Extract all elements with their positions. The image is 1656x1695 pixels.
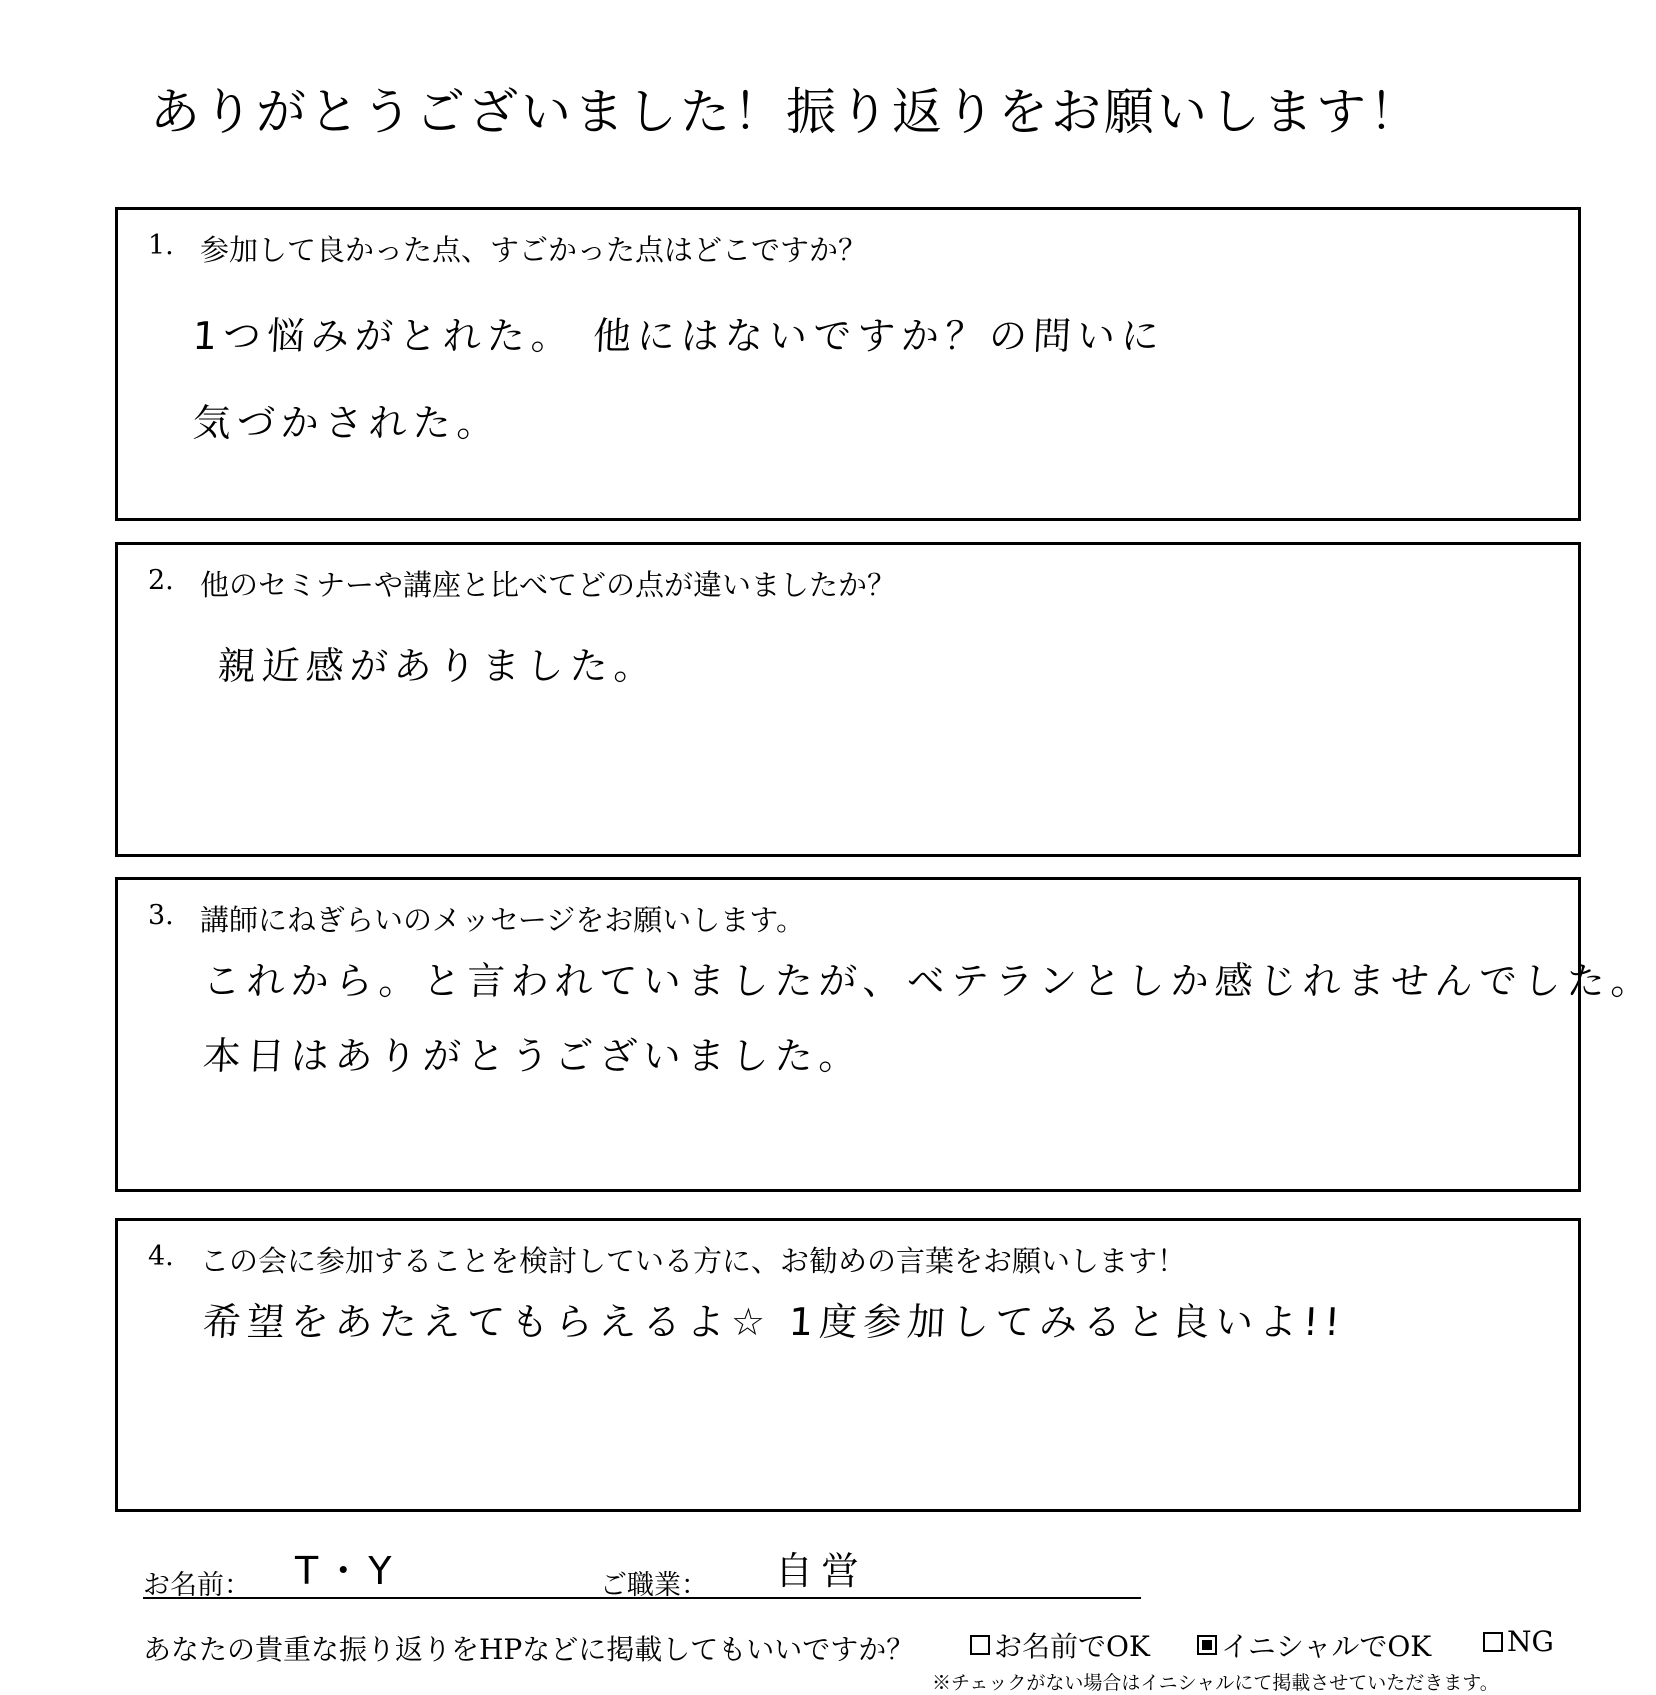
- question-box-4: [115, 1218, 1581, 1512]
- checkbox[interactable]: [970, 1635, 990, 1655]
- footer-underline: [143, 1597, 1141, 1599]
- answer-line: 気づかされた。: [191, 401, 502, 445]
- consent-option-initial-ok[interactable]: [1197, 1625, 1431, 1665]
- checkbox[interactable]: [1483, 1632, 1503, 1652]
- question-text: 他のセミナーや講座と比べてどの点が違いましたか？: [200, 568, 897, 602]
- question-box-2: [115, 542, 1581, 857]
- option-label: イニシャルでOK: [1221, 1630, 1432, 1663]
- page-title: ありがとうございました！振り返りをお願いします！: [150, 83, 1422, 141]
- question-text: 講師にねぎらいのメッセージをお願いします。: [200, 903, 805, 937]
- job-value: 自営: [775, 1549, 868, 1593]
- answer-line: 希望をあたえてもらえるよ☆ 1度参加してみると良いよ!!: [201, 1300, 1347, 1344]
- answer-line: 1つ悩みがとれた。 他にはないですか？の問いに: [191, 314, 1167, 358]
- consent-option-ng[interactable]: [1483, 1625, 1554, 1658]
- name-label: お名前：: [143, 1570, 251, 1601]
- question-box-1: [115, 207, 1581, 521]
- name-value: T・Y: [295, 1549, 398, 1593]
- footer-note: ※チェックがない場合はイニシャルにて掲載させていただきます。: [932, 1672, 1499, 1694]
- option-label: お名前でOK: [994, 1630, 1150, 1663]
- question-number: 4.: [148, 1241, 174, 1272]
- question-box-3: [115, 877, 1656, 1192]
- question-text: 参加して良かった点、すごかった点はどこですか？: [200, 233, 868, 267]
- answer-line: 親近感がありました。: [216, 644, 659, 688]
- consent-option-name-ok[interactable]: [970, 1625, 1150, 1665]
- answer-line: これから。と言われていましたが、ベテランとしか感じれませんでした。: [201, 959, 1656, 1003]
- question-number: 2.: [148, 565, 174, 596]
- question-number: 3.: [148, 900, 174, 931]
- job-label: ご職業：: [600, 1570, 708, 1601]
- consent-question: あなたの貴重な振り返りをHPなどに掲載してもいいですか？: [143, 1633, 915, 1666]
- checkbox-checked[interactable]: [1197, 1635, 1217, 1655]
- option-label: NG: [1507, 1625, 1554, 1658]
- question-number: 1.: [148, 230, 174, 261]
- answer-line: 本日はありがとうございました。: [201, 1034, 864, 1078]
- question-text: この会に参加することを検討している方に、お勧めの言葉をお願いします！: [200, 1244, 1187, 1278]
